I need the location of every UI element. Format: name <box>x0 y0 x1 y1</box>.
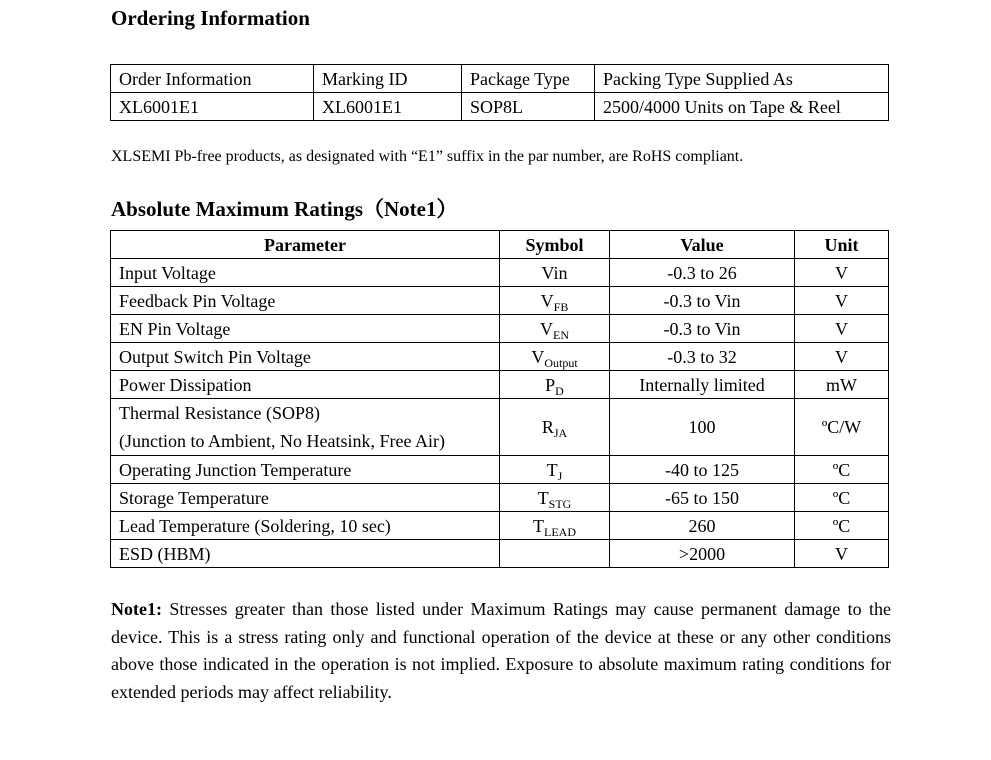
table-row <box>111 484 889 512</box>
param-cell: Lead Temperature (Soldering, 10 sec) <box>111 512 500 540</box>
note1-text: Stresses greater than those listed under Maximum Ratings may cause permanent damage to the device. This is a stress rating only and functional operation of the device at these or any other conditions above those indicated in the operation is not implied. Exposure to absolute maximum rating conditions for extended periods may affect reliability. <box>111 599 891 702</box>
param-cell: Feedback Pin Voltage <box>111 287 500 315</box>
ordering-info-table <box>110 64 889 121</box>
table-header-row <box>111 231 889 259</box>
value-cell: 260 <box>610 512 795 540</box>
value-cell: -65 to 150 <box>610 484 795 512</box>
param-line-1: Thermal Resistance (SOP8) <box>119 403 320 423</box>
unit-cell: V <box>795 315 889 343</box>
abs-max-heading: Absolute Maximum Ratings（Note1） <box>111 197 458 221</box>
unit-cell: V <box>795 540 889 568</box>
header-parameter: Parameter <box>111 231 500 259</box>
table-row <box>111 540 889 568</box>
table-row <box>111 287 889 315</box>
symbol-cell: $T_{STG}$ <box>500 484 610 512</box>
value-cell: >2000 <box>610 540 795 568</box>
symbol-cell: $V_{EN}$ <box>500 315 610 343</box>
package-type-cell: SOP8L <box>462 93 595 121</box>
table-row <box>111 343 889 371</box>
symbol-cell: $T_J$ <box>500 456 610 484</box>
note1-label: Note1: <box>111 599 162 619</box>
symbol-cell: $V_{FB}$ <box>500 287 610 315</box>
value-cell: -0.3 to Vin <box>610 287 795 315</box>
unit-cell: mW <box>795 371 889 399</box>
param-cell <box>111 399 500 456</box>
symbol-cell: $V_{Output}$ <box>500 343 610 371</box>
param-cell: Storage Temperature <box>111 484 500 512</box>
unit-cell: V <box>795 259 889 287</box>
table-row <box>111 259 889 287</box>
note1-paragraph <box>111 596 891 706</box>
param-cell: Power Dissipation <box>111 371 500 399</box>
header-value: Value <box>610 231 795 259</box>
table-header-row <box>111 65 889 93</box>
table-row <box>111 93 889 121</box>
header-cell: Marking ID <box>314 65 462 93</box>
symbol-cell: $R_{JA}$ <box>500 399 610 456</box>
value-cell: -0.3 to 32 <box>610 343 795 371</box>
symbol-cell: Vin <box>500 259 610 287</box>
table-row <box>111 456 889 484</box>
value-cell: -0.3 to Vin <box>610 315 795 343</box>
table-row <box>111 512 889 540</box>
value-cell: Internally limited <box>610 371 795 399</box>
value-cell: 100 <box>610 399 795 456</box>
value-cell: -40 to 125 <box>610 456 795 484</box>
param-cell: Output Switch Pin Voltage <box>111 343 500 371</box>
header-cell: Package Type <box>462 65 595 93</box>
symbol-cell: $T_{LEAD}$ <box>500 512 610 540</box>
pb-free-note: XLSEMI Pb-free products, as designated with “E1” suffix in the par number, are RoHS compliant. <box>111 148 744 165</box>
symbol-cell <box>500 540 610 568</box>
value-cell: -0.3 to 26 <box>610 259 795 287</box>
packing-type-cell: 2500/4000 Units on Tape & Reel <box>595 93 889 121</box>
unit-cell: ºC <box>795 456 889 484</box>
marking-id-cell: XL6001E1 <box>314 93 462 121</box>
header-unit: Unit <box>795 231 889 259</box>
unit-cell: ºC <box>795 512 889 540</box>
unit-cell: V <box>795 287 889 315</box>
param-cell: ESD (HBM) <box>111 540 500 568</box>
unit-cell: ºC <box>795 484 889 512</box>
table-row <box>111 399 889 456</box>
symbol-cell: $P_D$ <box>500 371 610 399</box>
table-row <box>111 371 889 399</box>
unit-cell: ºC/W <box>795 399 889 456</box>
param-cell: EN Pin Voltage <box>111 315 500 343</box>
unit-cell: V <box>795 343 889 371</box>
param-cell: Input Voltage <box>111 259 500 287</box>
order-info-cell: XL6001E1 <box>111 93 314 121</box>
abs-max-ratings-table <box>110 230 889 568</box>
param-cell: Operating Junction Temperature <box>111 456 500 484</box>
table-row <box>111 315 889 343</box>
header-symbol: Symbol <box>500 231 610 259</box>
header-cell: Packing Type Supplied As <box>595 65 889 93</box>
param-line-2: (Junction to Ambient, No Heatsink, Free Air) <box>119 431 445 451</box>
ordering-info-heading: Ordering Information <box>111 6 310 30</box>
header-cell: Order Information <box>111 65 314 93</box>
